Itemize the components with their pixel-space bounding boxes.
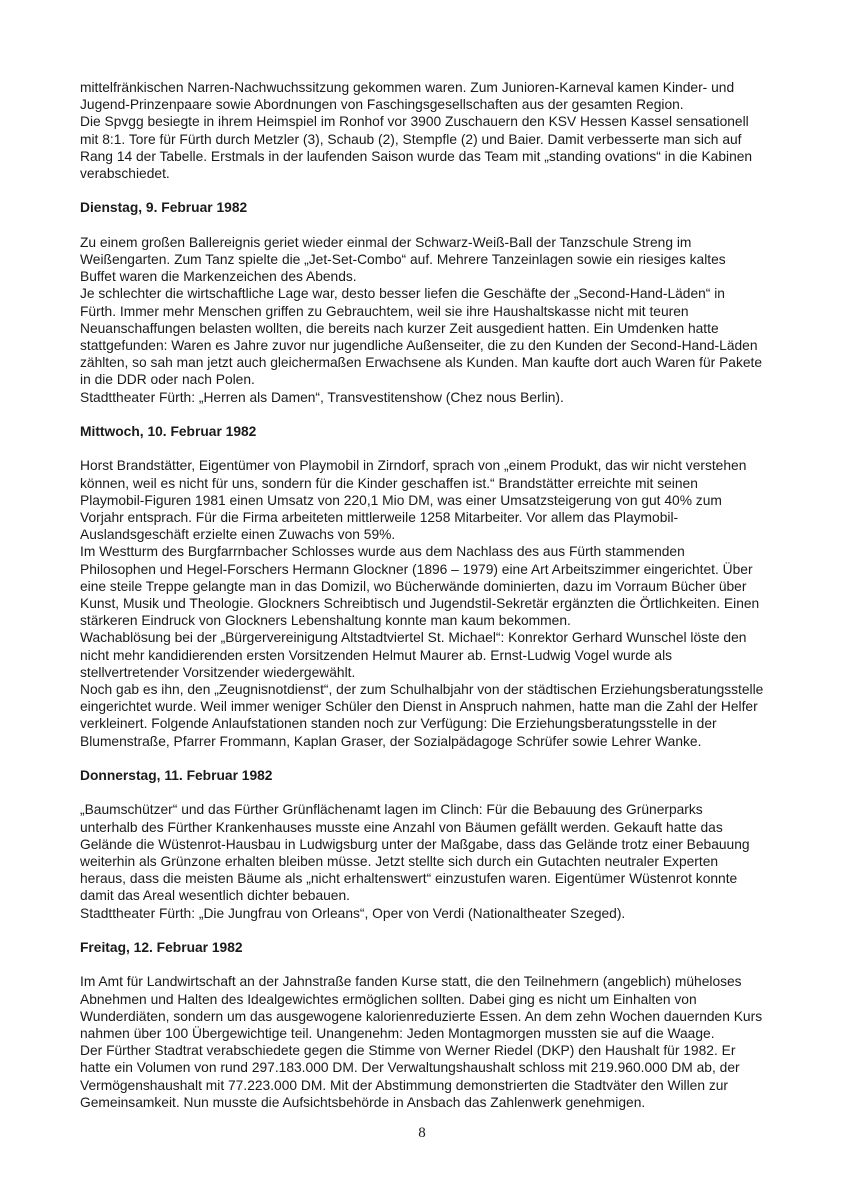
document-body xyxy=(80,79,764,1142)
paragraph: Der Fürther Stadtrat verabschiedete gegen die Stimme von Werner Riedel (DKP) den Haushalt für 1982. Er hatte ein Volumen von rund 297.183.000 DM. Der Verwaltungshaushalt schloss mit 219.960.000 DM ab, der Vermögenshaushalt mit 77.223.000 DM. Mit der Abstimmung demonstrierten die Stadtväter den Willen zur Gemeinsamkeit. Nun musste die Aufsichtsbehörde in Ansbach das Zahlenwerk genehmigen. xyxy=(80,1043,740,1110)
paragraph: Zu einem großen Ballereignis geriet wieder einmal der Schwarz-Weiß-Ball der Tanzschule Streng im Weißengarten. Zum Tanz spielte die „Jet-Set-Combo“ auf. Mehrere Tanzeinlagen sowie ein riesiges kaltes Buffet waren die Markenzeichen des Abends. xyxy=(80,234,726,285)
paragraph: Wachablösung bei der „Bürgervereinigung Altstadtviertel St. Michael“: Konrektor Gerhard Wunschel löste den nicht mehr kandidierenden ersten Vorsitzenden Helmut Maurer ab. Ernst-Ludwig Vogel wurde als stellvertretender Vorsitzender wiedergewählt. xyxy=(80,630,747,680)
section-heading: Dienstag, 9. Februar 1982 xyxy=(80,200,248,216)
section-friday-12-feb xyxy=(80,939,764,1111)
section-heading: Donnerstag, 11. Februar 1982 xyxy=(80,768,273,784)
paragraph: mittelfränkischen Narren-Nachwuchssitzung gekommen waren. Zum Junioren-Karneval kamen Kinder- und Jugend-Prinzenpaare sowie Abordnungen von Faschingsgesellschaften aus der gesamten Region. xyxy=(80,80,735,113)
section-heading: Freitag, 12. Februar 1982 xyxy=(80,940,243,956)
paragraph: Die Spvgg besiegte in ihrem Heimspiel im Ronhof vor 3900 Zuschauern den KSV Hessen Kassel sensationell mit 8:1. Tore für Fürth durch Metzler (3), Schaub (2), Stempfle (2) und Baier. Damit verbesserte man sich auf Rang 14 der Tabelle. Erstmals in der laufenden Saison wurde das Team mit „standing ovations“ in die Kabinen verabschiedet. xyxy=(80,114,753,182)
paragraph: Je schlechter die wirtschaftliche Lage war, desto besser liefen die Geschäfte der „Second-Hand-Läden“ in Fürth. Immer mehr Menschen griffen zu Gebrauchtem, weil sie ihre Haushaltskasse nicht mit teuren Neuanschaffungen belasten wollten, die bereits nach kurzer Zeit ausgedient hatten. Ein Umdenken hatte stattgefunden: Waren es Jahre zuvor nur jugendliche Außenseiter, die zu den Kunden der Second-Hand-Läden zählten, so sah man jetzt auch gleichermaßen Erwachsene als Kunden. Man kaufte dort auch Waren für Pakete in die DDR oder nach Polen. xyxy=(80,286,763,388)
paragraph: Noch gab es ihn, den „Zeugnisnotdienst“, der zum Schulhalbjahr von der städtischen Erziehungsberatungsstelle eingerichtet wurde. Weil immer weniger Schüler den Dienst in Anspruch nahmen, hatte man die Zahl der Helfer verkleinert. Folgende Anlaufstationen standen noch zur Verfügung: Die Erziehungsberatungsstelle in der Blumenstraße, Pfarrer Frommann, Kaplan Graser, der Sozialpädagoge Schrüfer sowie Lehrer Wanke. xyxy=(80,682,764,749)
paragraph: Im Amt für Landwirtschaft an der Jahnstraße fanden Kurse statt, die den Teilnehmern (angeblich) müheloses Abnehmen und Halten des Idealgewichtes ermöglichen sollten. Dabei ging es nicht um Einhalten von Wunderdiäten, sondern um das ausgewogene kalorienreduzierte Essen. An dem zehn Wochen dauernden Kurs nahmen über 100 Übergewichtige teil. Unangenehm: Jeden Montagmorgen mussten sie auf die Waage. xyxy=(80,974,763,1042)
paragraph: Im Westturm des Burgfarrnbacher Schlosses wurde aus dem Nachlass des aus Fürth stammenden Philosophen und Hegel-Forschers Hermann Glockner (1896 – 1979) eine Art Arbeitszimmer eingerichtet. Über eine steile Treppe gelangte man in das Domizil, wo Bücherwände dominierten, dazu im Vorraum Bücher über Kunst, Musik und Theologie. Glockners Schreibtisch und Jugendstil-Sekretär ergänzten die Örtlichkeiten. Einen stärkeren Eindruck von Glockners Lebenshaltung konnte man kaum bekommen. xyxy=(80,544,760,629)
paragraph: Stadttheater Fürth: „Herren als Damen“, Transvestitenshow (Chez nous Berlin). xyxy=(80,389,564,405)
section-wednesday-10-feb xyxy=(80,423,764,750)
section-intro xyxy=(80,79,764,182)
section-tuesday-9-feb xyxy=(80,199,764,405)
paragraph: Stadttheater Fürth: „Die Jungfrau von Orleans“, Oper von Verdi (Nationaltheater Szeged). xyxy=(80,905,626,921)
paragraph: Horst Brandstätter, Eigentümer von Playmobil in Zirndorf, sprach von „einem Produkt, das wir nicht verstehen können, weil es nicht für uns, sondern für die Kinder geschaffen ist.“ Brandstätter erreichte mit seinen Playmobil-Figuren 1981 einen Umsatz von 220,1 Mio DM, was einer Umsatzsteigerung von gut 40% zum Vorjahr entsprach. Für die Firma arbeiteten mittlerweile 1258 Mitarbeiter. Vor allem das Playmobil-Auslandsgeschäft erzielte einen Zuwachs von 59%. xyxy=(80,458,747,543)
page-number: 8 xyxy=(418,1125,426,1142)
section-thursday-11-feb xyxy=(80,767,764,922)
paragraph: „Baumschützer“ und das Fürther Grünflächenamt lagen im Clinch: Für die Bebauung des Grünerparks unterhalb des Fürther Krankenhauses musste eine Anzahl von Bäumen gefällt werden. Gekauft hatte das Gelände die Wüstenrot-Hausbau in Ludwigsburg unter der Maßgabe, dass das Gelände trotz einer Bebauung weiterhin als Grünzone erhalten bleiben müsse. Jetzt stellte sich durch ein Gutachten neutraler Experten heraus, dass die meisten Bäume als „nicht erhaltenswert“ einzustufen waren. Eigentümer Wüstenrot konnte damit das Areal wesentlich dichter bebauen. xyxy=(80,802,750,904)
section-heading: Mittwoch, 10. Februar 1982 xyxy=(80,424,257,440)
